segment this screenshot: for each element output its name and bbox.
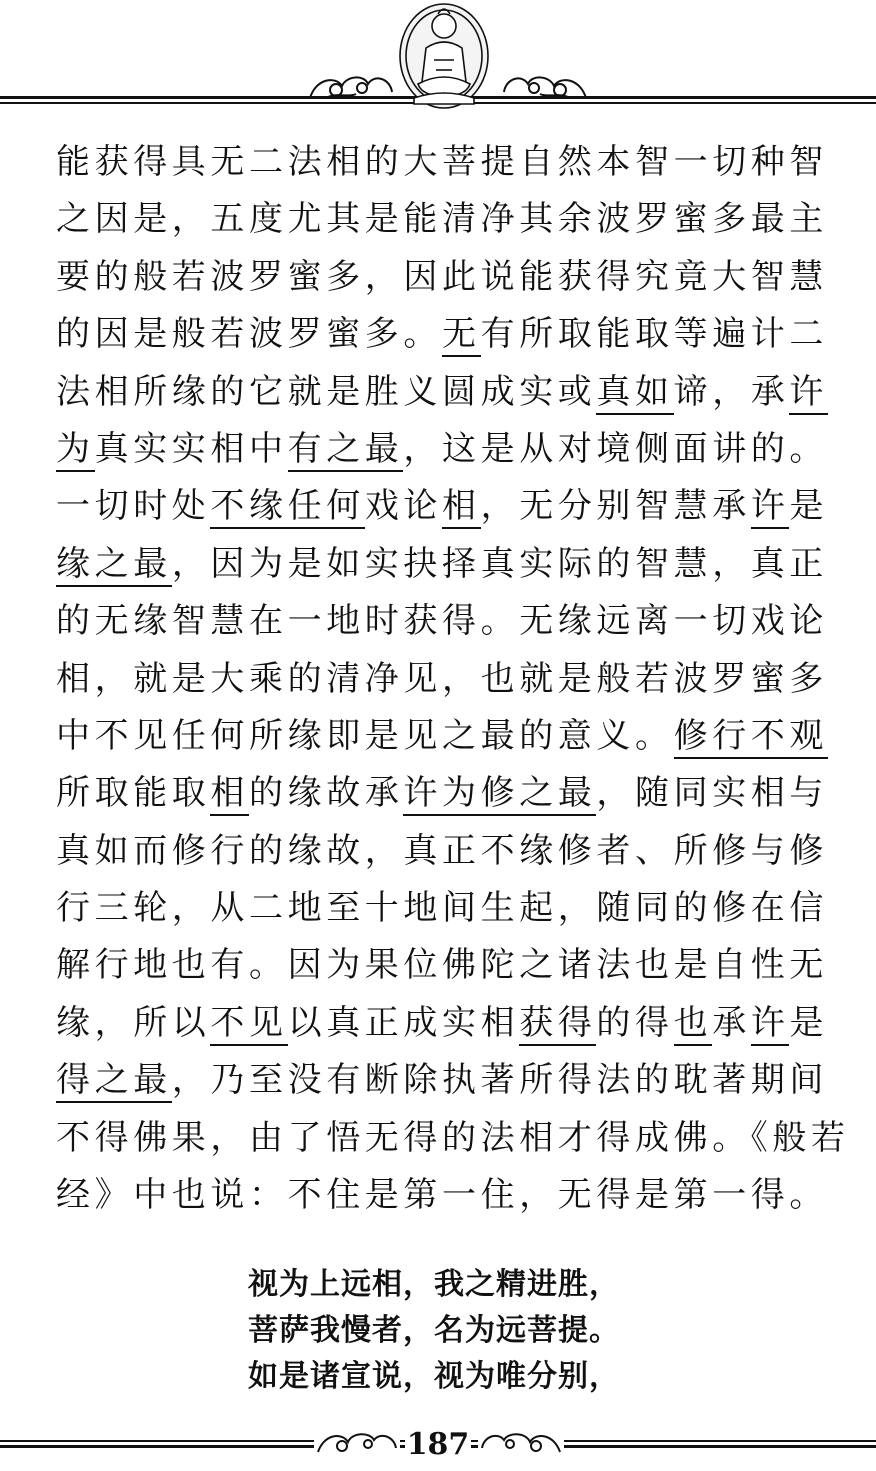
text-line <box>56 1167 846 1224</box>
text-segment: ，随同实相与 <box>596 773 829 814</box>
text-line <box>56 421 846 478</box>
text-segment: 一切时处 <box>56 486 211 527</box>
text-segment: 相，就是大乘的清净见，也就是般若波罗蜜多 <box>56 658 828 699</box>
verse-line: 菩萨我慢者，名为远菩提。 <box>248 1313 620 1348</box>
text-line <box>56 1110 850 1167</box>
text-segment: ，无分别智慧承 <box>480 486 751 527</box>
text-segment: 的缘故承 <box>249 773 404 814</box>
text-line <box>56 364 846 421</box>
text-segment: 解行地也有。因为果位佛陀之诸法也是自性无 <box>56 945 828 986</box>
cloud-scroll-icon <box>500 68 590 104</box>
text-segment: 的无缘智慧在一地时获得。无缘远离一切戏论 <box>56 601 828 642</box>
text-line <box>56 249 846 306</box>
underlined-text: 有之最 <box>288 429 404 472</box>
underlined-text: 真如 <box>596 372 673 415</box>
underlined-text: 为 <box>56 429 95 472</box>
text-line <box>56 478 846 535</box>
text-line <box>56 306 846 363</box>
text-segment: 法相所缘的它就是胜义圆成实或 <box>56 371 597 412</box>
underlined-text: 许 <box>751 486 790 529</box>
text-segment: 有所取能取等遍计二 <box>480 314 829 355</box>
text-line <box>56 937 846 994</box>
text-line <box>56 134 846 191</box>
text-segment: 真实实相中 <box>94 428 288 469</box>
text-segment: ，乃至没有断除执著所得法的耽著期间 <box>171 1060 829 1101</box>
underlined-text: 也 <box>674 1003 713 1046</box>
buddha-figure <box>396 0 492 110</box>
underlined-text: 许 <box>751 1003 790 1046</box>
text-segment: 不得佛果，由了悟无得的法相才得成佛。《般若 <box>56 1117 850 1158</box>
cloud-scroll-icon <box>306 68 396 104</box>
text-segment: 的因是般若波罗蜜多。 <box>56 314 442 355</box>
text-segment: 真如而修行的缘故，真正不缘修者、所修与修 <box>56 830 828 871</box>
text-segment: 中不见任何所缘即是见之最的意义。 <box>56 715 674 756</box>
page-number: 187 <box>405 1425 471 1465</box>
text-line <box>56 765 846 822</box>
verse-line: 视为上远相，我之精进胜， <box>248 1267 620 1302</box>
text-segment: 是 <box>789 486 829 527</box>
text-line <box>56 995 846 1052</box>
underlined-text: 相 <box>210 773 249 816</box>
underlined-text: 许 <box>789 372 828 415</box>
text-line <box>56 651 846 708</box>
text-segment: 行三轮，从二地至十地间生起，随同的修在信 <box>56 888 828 929</box>
text-line <box>56 1052 846 1109</box>
body-text <box>56 134 850 1224</box>
text-segment: ，这是从对境侧面讲的。 <box>403 428 829 469</box>
underlined-text: 许为修之最 <box>403 773 596 816</box>
text-segment: 缘，所以 <box>56 1002 211 1043</box>
text-segment: 能获得具无二法相的大菩提自然本智一切种智 <box>56 142 828 182</box>
underlined-text: 获得 <box>519 1003 596 1046</box>
text-line <box>56 593 846 650</box>
text-segment: 戏论 <box>364 486 443 527</box>
text-line <box>56 536 846 593</box>
text-segment: 经》中也说：不住是第一住，无得是第一得。 <box>56 1175 828 1216</box>
underlined-text: 无 <box>442 314 481 357</box>
cloud-scroll-icon <box>478 1426 564 1458</box>
text-segment: 的得 <box>596 1002 674 1043</box>
underlined-text: 得之最 <box>56 1060 172 1103</box>
text-segment: 所取能取 <box>56 773 211 814</box>
underlined-text: 不见 <box>210 1003 287 1046</box>
text-segment: 以真正成实相 <box>287 1002 520 1043</box>
underlined-text: 相 <box>442 486 481 529</box>
text-line <box>56 823 846 880</box>
verse-line: 如是诸宣说，视为唯分别， <box>248 1359 620 1394</box>
text-line <box>56 880 846 937</box>
text-segment: 之因是，五度尤其是能清净其余波罗蜜多最主 <box>56 199 828 240</box>
text-segment: 谛，承 <box>673 371 790 412</box>
text-segment: 是 <box>789 1002 829 1043</box>
verse-block <box>248 1262 668 1400</box>
text-segment: 要的般若波罗蜜多，因此说能获得究竟大智慧 <box>56 256 828 297</box>
text-segment: 承 <box>712 1002 751 1043</box>
text-line <box>56 191 846 248</box>
underlined-text: 修行不观 <box>674 716 828 759</box>
underlined-text: 不缘任何 <box>210 486 364 529</box>
text-line <box>56 708 846 765</box>
text-segment: ，因为是如实抉择真实际的智慧，真正 <box>171 543 829 584</box>
cloud-scroll-icon <box>314 1426 400 1458</box>
underlined-text: 缘之最 <box>56 544 172 587</box>
